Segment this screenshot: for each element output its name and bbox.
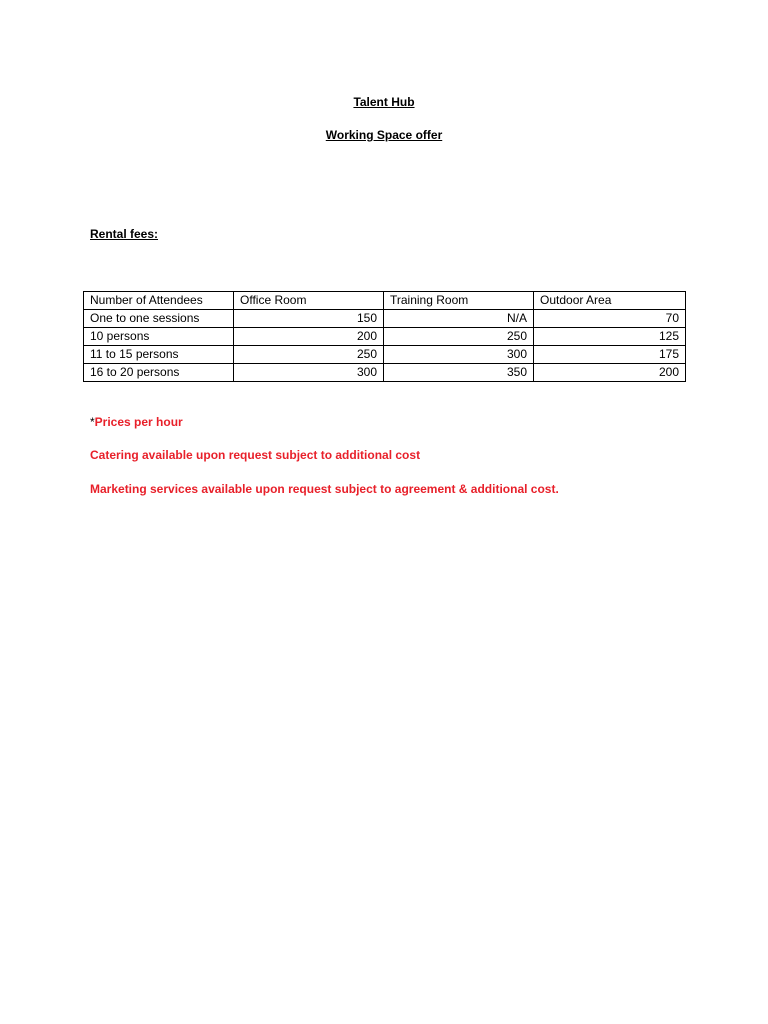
prices-per-hour-text: Prices per hour (94, 415, 183, 429)
cell-outdoor-area: 125 (534, 328, 686, 346)
column-header-attendees: Number of Attendees (84, 292, 234, 310)
cell-office-room: 250 (234, 346, 384, 364)
cell-training-room: 350 (384, 364, 534, 382)
cell-office-room: 200 (234, 328, 384, 346)
cell-attendees: 16 to 20 persons (84, 364, 234, 382)
catering-note: Catering available upon request subject to additional cost (90, 448, 421, 462)
cell-office-room: 150 (234, 310, 384, 328)
cell-outdoor-area: 70 (534, 310, 686, 328)
cell-office-room: 300 (234, 364, 384, 382)
prices-per-hour-note (90, 415, 183, 429)
column-header-outdoor-area: Outdoor Area (534, 292, 686, 310)
table-row (84, 310, 686, 328)
cell-training-room: 300 (384, 346, 534, 364)
column-header-training-room: Training Room (384, 292, 534, 310)
cell-attendees: 10 persons (84, 328, 234, 346)
document-subtitle: Working Space offer (325, 128, 443, 142)
cell-outdoor-area: 175 (534, 346, 686, 364)
cell-attendees: One to one sessions (84, 310, 234, 328)
cell-attendees: 11 to 15 persons (84, 346, 234, 364)
cell-outdoor-area: 200 (534, 364, 686, 382)
cell-training-room: 250 (384, 328, 534, 346)
column-header-office-room: Office Room (234, 292, 384, 310)
table-row (84, 364, 686, 382)
rental-fees-label: Rental fees: (90, 227, 159, 241)
cell-training-room: N/A (384, 310, 534, 328)
marketing-note: Marketing services available upon request subject to agreement & additional cost. (90, 482, 559, 496)
rental-fees-table (83, 291, 686, 382)
document-title: Talent Hub (353, 95, 415, 109)
table-header-row (84, 292, 686, 310)
table-row (84, 346, 686, 364)
asterisk-mark: * (90, 415, 95, 429)
table-row (84, 328, 686, 346)
